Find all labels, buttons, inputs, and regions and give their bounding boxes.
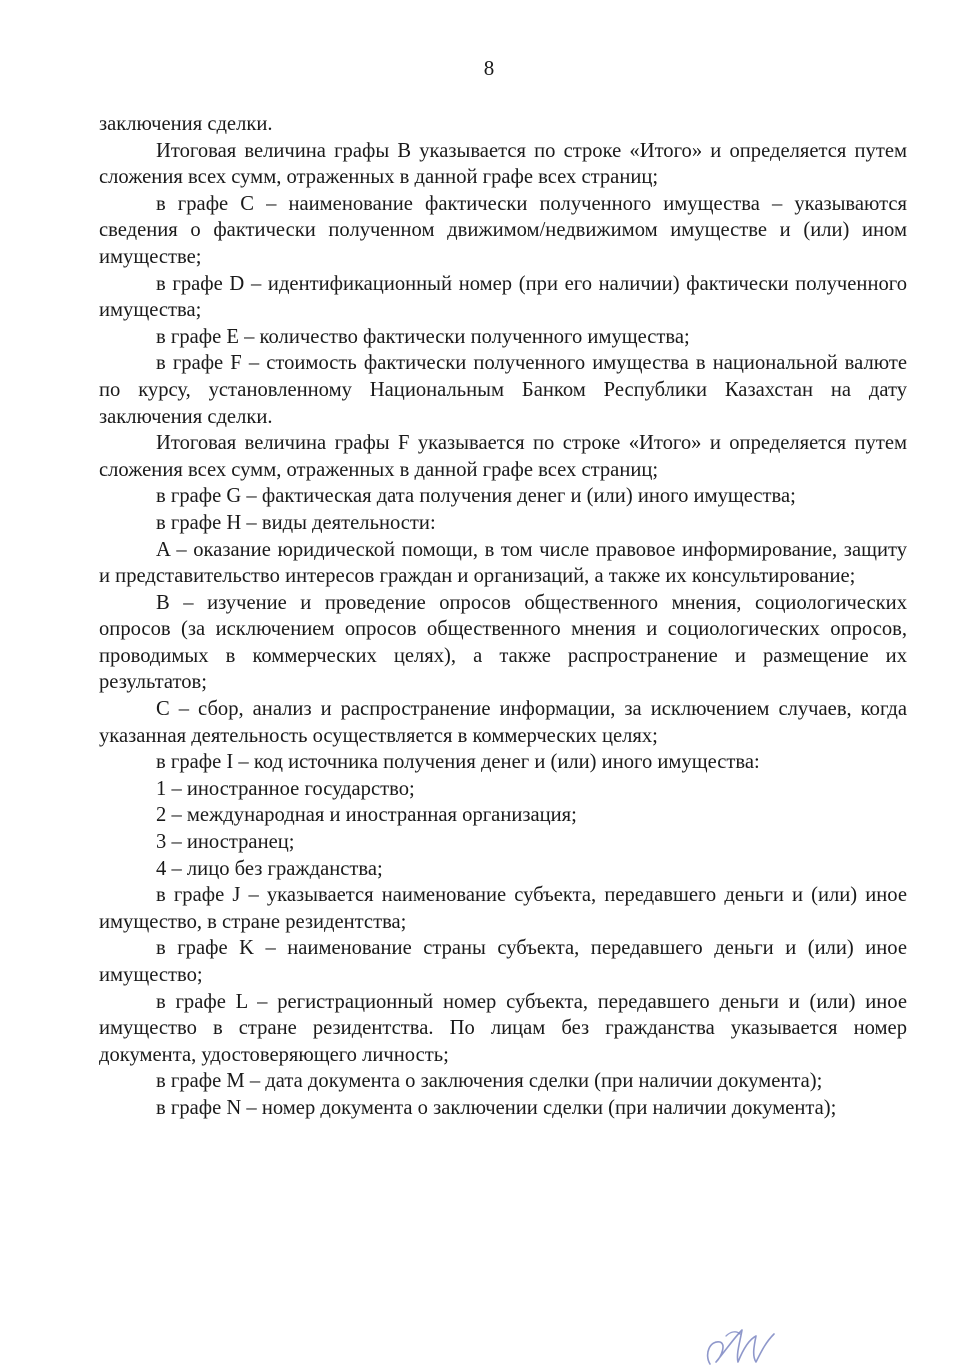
paragraph-total-f: Итоговая величина графы F указывается по строке «Итого» и определяется путем сложения всех сумм, отраженных в данной графе всех страниц; bbox=[99, 432, 907, 481]
paragraph-column-e: в графе E – количество фактически полученного имущества; bbox=[156, 325, 690, 348]
paragraph-column-d: в графе D – идентификационный номер (при его наличии) фактически полученного имущества; bbox=[99, 272, 907, 322]
paragraph-column-g: в графе G – фактическая дата получения денег и (или) иного имущества; bbox=[156, 485, 796, 508]
paragraph-column-k: в графе K – наименование страны субъекта, передавшего деньги и (или) иное имущество; bbox=[99, 937, 907, 986]
source-code-item-3: 3 – иностранец; bbox=[156, 831, 295, 854]
activity-item-c: C – сбор, анализ и распространение информации, за исключением случаев, когда указанная деятельность осуществляется в коммерческих целях; bbox=[99, 698, 907, 747]
paragraph-column-n: в графе N – номер документа о заключении сделки (при наличии документа); bbox=[156, 1096, 837, 1119]
paragraph-column-j: в графе J – указывается наименование субъекта, передавшего деньги и (или) иное имущество, в стране резидентства; bbox=[99, 884, 907, 933]
signature-mark bbox=[696, 1316, 786, 1372]
page-number: 8 bbox=[483, 56, 495, 80]
paragraph-continuation: заключения сделки. bbox=[99, 113, 273, 135]
source-code-item-1: 1 – иностранное государство; bbox=[156, 777, 415, 800]
paragraph-column-f: в графе F – стоимость фактически полученного имущества в национальной валюте по курсу, установленному Национальным Банком Республики Казахстан на дату заключения сделки. bbox=[99, 352, 907, 428]
paragraph-total-b: Итоговая величина графы B указывается по строке «Итого» и определяется путем сложения всех сумм, отраженных в данной графе всех страниц; bbox=[99, 139, 907, 189]
source-code-item-4: 4 – лицо без гражданства; bbox=[156, 857, 383, 880]
source-code-item-2: 2 – международная и иностранная организация; bbox=[156, 804, 577, 827]
paragraph-column-i: в графе I – код источника получения денег и (или) иного имущества: bbox=[156, 751, 760, 774]
document-body bbox=[99, 111, 907, 1122]
paragraph-column-h: в графе H – виды деятельности: bbox=[156, 511, 436, 534]
paragraph-column-m: в графе M – дата документа о заключения сделки (при наличии документа); bbox=[156, 1070, 823, 1093]
activity-item-a: A – оказание юридической помощи, в том числе правовое информирование, защиту и представительство интересов граждан и организаций, а также их консультирование; bbox=[99, 538, 907, 588]
paragraph-column-c: в графе C – наименование фактически полученного имущества – указываются сведения о фактически полученном движимом/недвижимом имуществе и (или) ином имуществе; bbox=[99, 192, 907, 268]
activity-item-b: B – изучение и проведение опросов общественного мнения, социологических опросов (за исключением опросов общественного мнения и социологических опросов, проводимых в коммерческих целях), а также распространение и размещение их результатов; bbox=[99, 591, 907, 694]
paragraph-column-l: в графе L – регистрационный номер субъекта, передавшего деньги и (или) иное имущество в стране резидентства. По лицам без гражданства указывается номер документа, удостоверяющего личность; bbox=[99, 990, 907, 1066]
